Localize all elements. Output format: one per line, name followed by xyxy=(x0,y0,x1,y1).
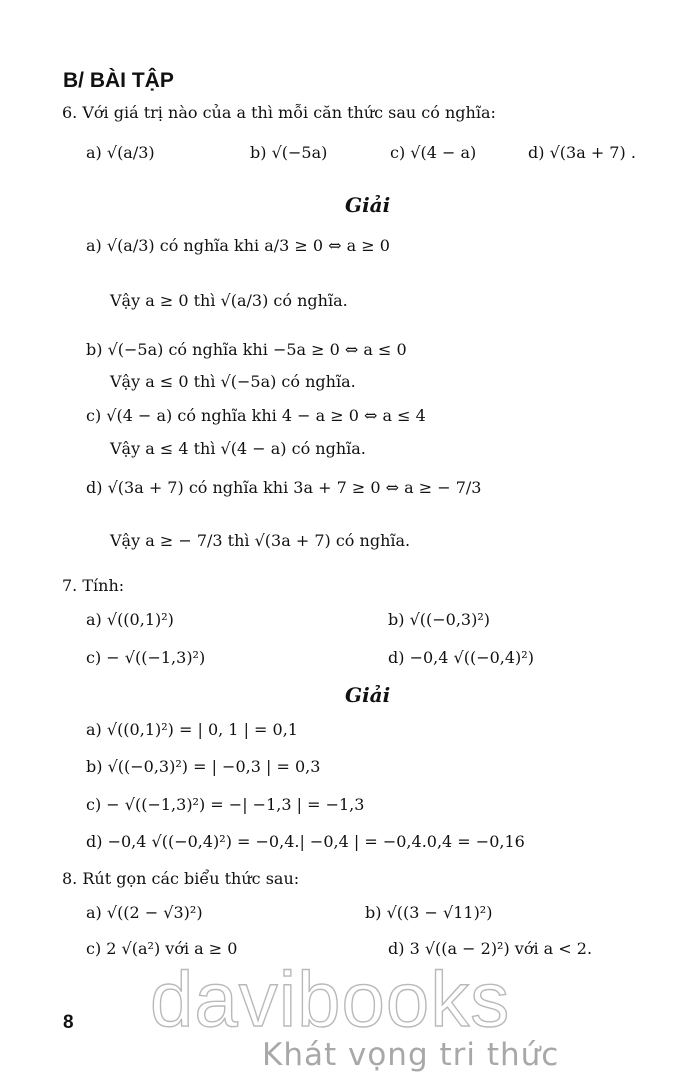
solution-6-line: d) √(3a + 7) có nghĩa khi 3a + 7 ≥ 0 ⇔ a ≥ − 7/3 xyxy=(86,478,482,497)
exercise-6-item-b: b) √(−5a) xyxy=(250,143,328,162)
watermark-slogan: Khát vọng tri thức xyxy=(262,1037,560,1073)
solution-7-line: b) √((−0,3)²) = | −0,3 | = 0,3 xyxy=(86,757,321,776)
exercise-7-item-d: d) −0,4 √((−0,4)²) xyxy=(388,648,534,667)
exercise-7-prompt: 7. Tính: xyxy=(62,576,125,595)
exercise-7-item-b: b) √((−0,3)²) xyxy=(388,610,490,629)
exercise-6-item-c: c) √(4 − a) xyxy=(390,143,477,162)
solution-6-line: Vậy a ≥ 0 thì √(a/3) có nghĩa. xyxy=(110,291,348,310)
solution-7-line: d) −0,4 √((−0,4)²) = −0,4.| −0,4 | = −0,4.0,4 = −0,16 xyxy=(86,832,525,851)
exercise-6-item-a: a) √(a/3) xyxy=(86,143,155,162)
exercise-7-item-a: a) √((0,1)²) xyxy=(86,610,174,629)
exercise-8-item-a: a) √((2 − √3)²) xyxy=(86,903,203,922)
watermark-brand: davibooks xyxy=(150,955,511,1043)
solution-heading-7: Giải xyxy=(345,683,391,707)
exercise-8-item-c: c) 2 √(a²) với a ≥ 0 xyxy=(86,939,238,958)
solution-6-line: c) √(4 − a) có nghĩa khi 4 − a ≥ 0 ⇔ a ≤ 4 xyxy=(86,406,426,425)
solution-6-line: a) √(a/3) có nghĩa khi a/3 ≥ 0 ⇔ a ≥ 0 xyxy=(86,236,390,255)
solution-6-line: b) √(−5a) có nghĩa khi −5a ≥ 0 ⇔ a ≤ 0 xyxy=(86,340,407,359)
exercise-6-item-d: d) √(3a + 7) . xyxy=(528,143,636,162)
solution-6-line: Vậy a ≤ 4 thì √(4 − a) có nghĩa. xyxy=(110,439,366,458)
exercise-8-item-b: b) √((3 − √11)²) xyxy=(365,903,493,922)
solution-heading-6: Giải xyxy=(345,193,391,217)
section-title: B/ BÀI TẬP xyxy=(63,69,174,92)
exercise-8-item-d: d) 3 √((a − 2)²) với a < 2. xyxy=(388,939,593,958)
solution-6-line: Vậy a ≥ − 7/3 thì √(3a + 7) có nghĩa. xyxy=(110,531,411,550)
solution-6-line: Vậy a ≤ 0 thì √(−5a) có nghĩa. xyxy=(110,372,356,391)
solution-7-line: a) √((0,1)²) = | 0, 1 | = 0,1 xyxy=(86,720,298,739)
exercise-7-item-c: c) − √((−1,3)²) xyxy=(86,648,206,667)
exercise-6-prompt: 6. Với giá trị nào của a thì mỗi căn thức sau có nghĩa: xyxy=(62,103,496,122)
page-number: 8 xyxy=(63,1012,74,1033)
exercise-8-prompt: 8. Rút gọn các biểu thức sau: xyxy=(62,869,300,888)
solution-7-line: c) − √((−1,3)²) = −| −1,3 | = −1,3 xyxy=(86,795,365,814)
